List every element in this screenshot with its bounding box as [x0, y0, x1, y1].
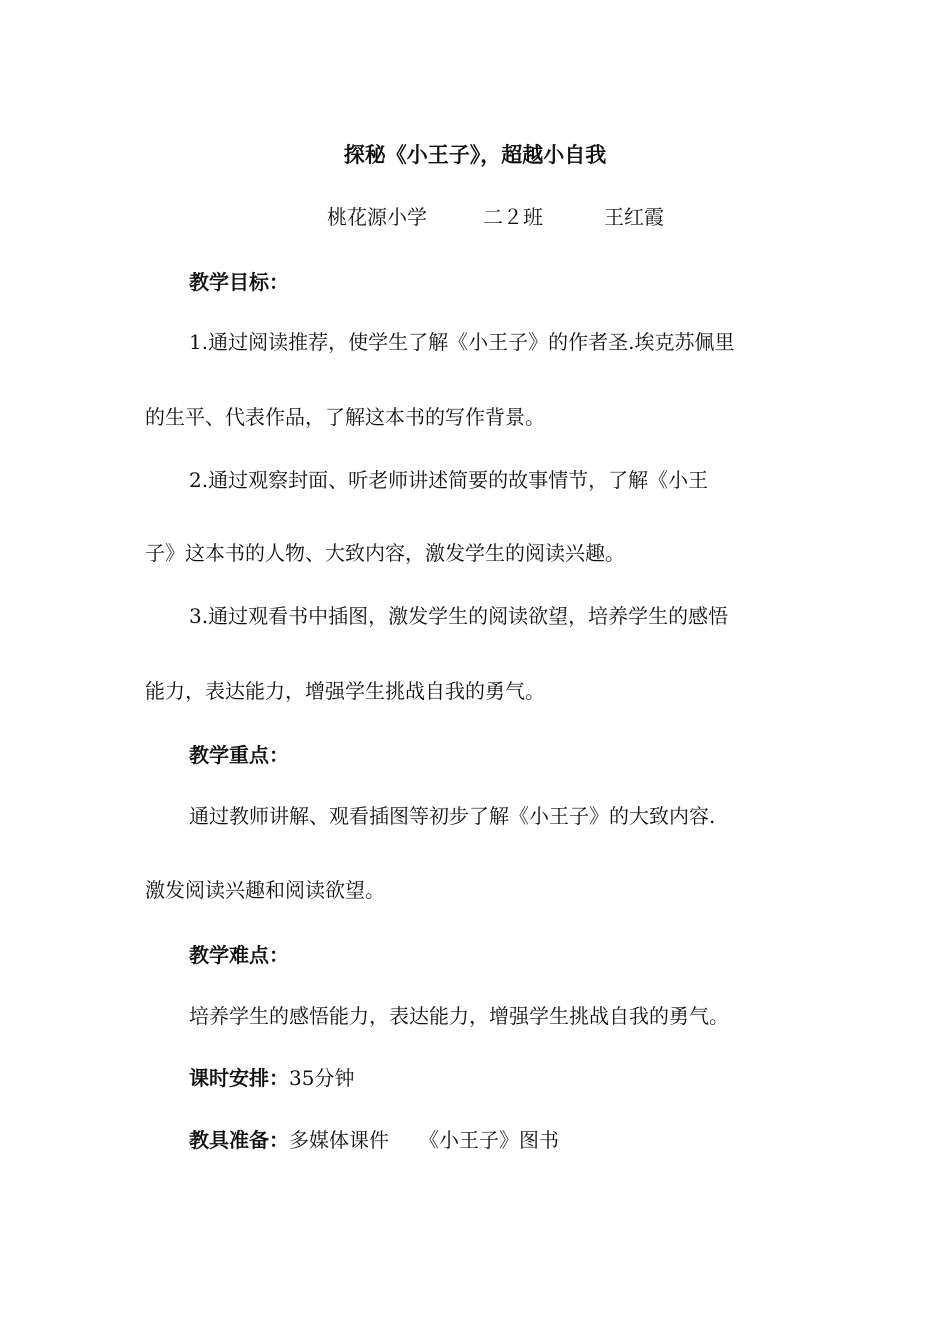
byline-teacher: 王红霞 — [604, 205, 664, 229]
objectives-heading: 教学目标： — [189, 270, 289, 294]
materials-item-1: 多媒体课件 — [289, 1128, 389, 1152]
objective-3-line-2: 能力，表达能力，增强学生挑战自我的勇气。 — [145, 679, 545, 703]
objective-2-line-1: 2.通过观察封面、听老师讲述简要的故事情节，了解《小王 — [189, 468, 709, 492]
materials-label: 教具准备： — [189, 1128, 289, 1152]
schedule-label: 课时安排： — [189, 1066, 289, 1090]
objective-3-line-1: 3.通过观看书中插图，激发学生的阅读欲望，培养学生的感悟 — [189, 604, 729, 628]
materials-item-2: 《小王子》图书 — [419, 1128, 559, 1152]
objective-1-line-2: 的生平、代表作品，了解这本书的写作背景。 — [145, 405, 545, 429]
key-points-line-2: 激发阅读兴趣和阅读欲望。 — [145, 878, 385, 902]
document-title: 探秘《小王子》，超越小自我 — [343, 143, 607, 167]
key-points-heading: 教学重点： — [189, 743, 289, 767]
materials-row — [189, 1125, 869, 1155]
byline-class: 二２班 — [483, 205, 543, 229]
byline-school: 桃花源小学 — [327, 205, 427, 229]
objective-2-line-2: 子》这本书的人物、大致内容，激发学生的阅读兴趣。 — [145, 541, 625, 565]
difficulties-line-1: 培养学生的感悟能力，表达能力，增强学生挑战自我的勇气。 — [189, 1004, 729, 1028]
objective-1-line-1: 1.通过阅读推荐，使学生了解《小王子》的作者圣.埃克苏佩里 — [189, 330, 735, 354]
key-points-line-1: 通过教师讲解、观看插图等初步了解《小王子》的大致内容. — [189, 804, 716, 828]
schedule-row — [189, 1063, 869, 1093]
difficulties-heading: 教学难点： — [189, 943, 289, 967]
schedule-value: 35分钟 — [289, 1066, 355, 1090]
